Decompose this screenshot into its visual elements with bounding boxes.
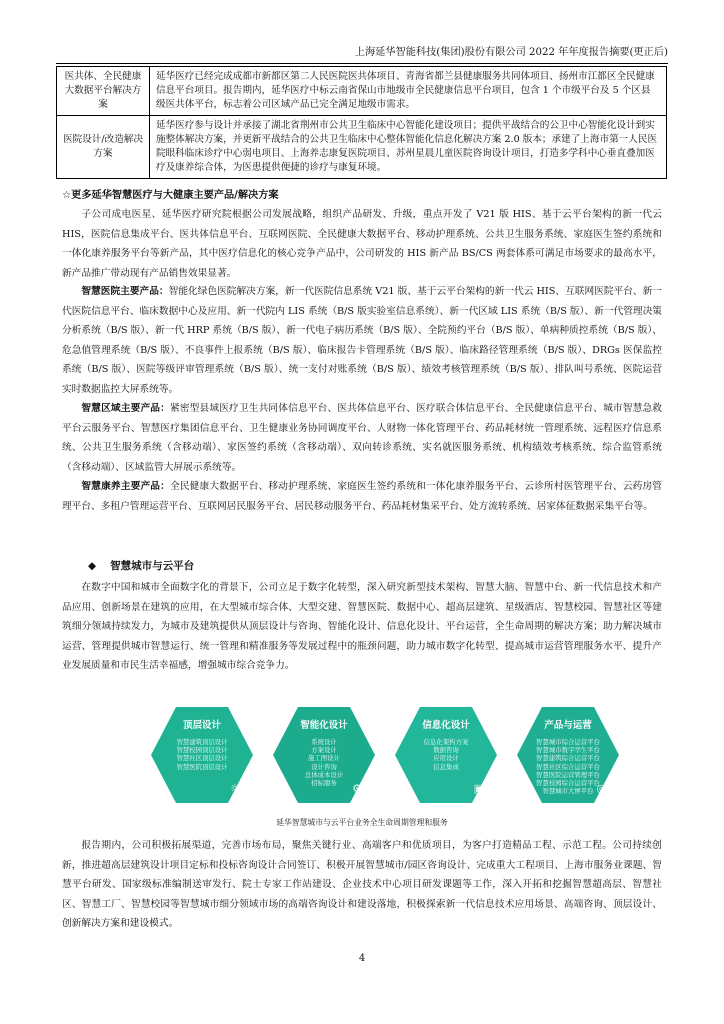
figure-hexagon-item: 设计咨询 [311,762,337,771]
figure-hexagon-items [156,738,248,771]
table-row-text: 延华医疗已经完成成都市新都区第二人民医院医共体项目、青海省都兰县健康服务共同体项目、扬州市江都区全民健康信息平台项目。报告期内，延华医疗中标云南省保山市地级市全民健康信息平台项目，包含 1 个市级平台及 5 个区县级医共体平台，标志着公司区域产品已完全满足地级市需求。 [150,67,667,116]
figure-hexagon-item: 智慧社区综合运营平台 [536,762,600,771]
paragraph-smart-hospital [62,282,662,399]
table-row [57,67,667,116]
paragraph-smart-region [62,399,662,477]
paragraph-text: 全民健康大数据平台、移动护理系统、家庭医生签约系统和一体化康养服务平台、云诊所村医管理平台、云药房管理平台、多租户管理运营平台、互联网居民服务平台、居民移动服务平台、药品耗材集采平台、处方流转系统、居家体征数据采集平台等。 [62,481,662,512]
figure-hexagon-item: 智慧城市数字孪生平台 [536,746,600,755]
figure-hexagon-title: 智能化设计 [300,720,348,731]
figure-caption: 延华智慧城市与云平台业务全生命周期管理和服务 [276,818,448,827]
figure-hexagon-item: 方案设计 [311,746,337,755]
section-heading-smart-city [88,558,194,573]
figure-hexagon-item: 智慧城市综合运营平台 [536,738,600,746]
figure-hexagon-item: 智慧社区顶层设计 [176,754,228,763]
figure-hexagon-items [278,738,370,787]
figure-hexagon-item: 信息集成 [433,762,459,771]
figure-hexagon-item: 智慧建筑综合运营平台 [536,754,600,763]
lifecycle-figure [150,705,620,805]
report-header-title: 上海延华智能科技(集团)股份有限公司 2022 年年度报告摘要(更正后) [354,47,668,58]
paragraph-text: 子公司成电医星、延华医疗研究院根据公司发展战略，组织产品研发、升级，重点开发了 V21 版 HIS、基于云平台架构的新一代云 HIS，医院信息集成平台、医共体信息平台、互联网医院、全民健康大数据平台、移动护理系统、公共卫生服务系统、家庭医生签约系统和一体化康养服务平台等新产品，其中医疗信息化的核心竞争产品中，公司研发的 HIS 新产品 BS/CS 两套体系可满足市场要求的最高水平，新产品推广带动现有产品销售效果显著。 [62,209,662,279]
figure-hexagon-item: 信息化架构方案 [423,738,469,746]
paragraph-text: 智能化绿色医院解决方案，新一代医院信息系统 V21 版、基于云平台架构的新一代云 HIS、互联网医院平台、新一代医院信息平台、临床数据中心及应用、新一代院内 LIS 系统（B/S 版实验室信息系统）、新一代区域 LIS 系统（B/S 版）、新一代管理决策分析系统（B/S 版）、新一代 HRP 系统（B/S 版）、新一代电子病历系统（B/S 版）、全院预约平台（B/S 版）、单病种质控系统（B/S 版）、危急值管理系统（B/S 版）、不良事件上报系统（B/S 版）、临床报告卡管理系统（B/S 版）、临床路径管理系统（B/S 版）、DRGs 医保监控系统（B/S 版）、医院等级评审管理系统（B/S 版）、统一支付对账系统（B/S 版）、绩效考核管理系统（B/S 版）、排队叫号系统、医院运营实时数据监控大屏系统等。 [62,286,662,395]
paragraph-lead: 智慧区域主要产品： [81,403,170,414]
figure-hexagon-items [400,738,492,771]
diamond-bullet-icon: ◆ [88,560,97,572]
decorative-corner-icon: ☼ [230,782,240,795]
decorative-corner-icon: ▣ [473,782,484,795]
figure-hexagon-item: 智慧校园综合运营平台 [536,779,600,788]
decorative-corner-icon: ⚙ [352,782,362,795]
paragraph-smart-care [62,477,662,516]
paragraph-report-period [62,836,662,934]
section-title: ☆更多延华智慧医疗与大健康主要产品/解决方案 [62,190,279,201]
solutions-table [56,66,667,179]
figure-hexagon-item: 智慧医院顶层设计 [176,762,228,771]
page-number: 4 [358,953,366,964]
figure-hexagon [272,705,376,805]
figure-hexagon-item: 施工图设计 [308,754,340,763]
decorative-corner-icon: ◎ [596,782,606,795]
figure-hexagon-item: 智慧城市大屏平台 [542,787,594,796]
paragraph-intro [62,205,662,283]
figure-hexagon-item: 系统设计 [311,738,337,746]
figure-hexagon [516,705,620,805]
paragraph-smart-city [62,578,662,676]
figure-hexagon-title: 顶层设计 [182,720,221,731]
figure-hexagon-title: 信息化设计 [422,720,470,731]
figure-hexagon-item: 智慧医院运营管理平台 [536,770,600,779]
figure-hexagon-item: 数据咨询 [433,746,459,755]
section-heading-text: 智慧城市与云平台 [110,560,195,572]
paragraph-text: 在数字中国和城市全面数字化的背景下，公司立足于数字化转型，深入研究新型技术架构、智慧大脑、智慧中台、新一代信息技术和产品应用、创新场景在建筑的应用，在大型城市综合体、大型交建、智慧医院、数据中心、超高层建筑、星级酒店、智慧校园、智慧社区等建筑细分领域持续发力，为城市及建筑提供从顶层设计与咨询、智能化设计、信息化设计、平台运营，全生命周期的解决方案；助力解决城市运营、管理提供城市智慧运行、统一管理和精准服务等发展过程中的瓶颈问题，助力城市数字化转型、提高城市运营管理服务水平、提升产业发展质量和市民生活幸福感，增强城市综合竞争力。 [62,582,662,671]
paragraph-lead: 智慧医院主要产品： [81,286,169,297]
figure-hexagon-item: 智慧校园顶层设计 [176,746,228,755]
figure-hexagon-item: 总体成本设计 [304,770,344,779]
figure-hexagon-item: 应用设计 [433,754,459,763]
table-row-text: 延华医疗参与设计并承接了湖北省荆州市公共卫生临床中心智能化建设项目；提供平战结合的公卫中心智能化设计到实施整体解决方案，并更新平战结合的公共卫生临床中心整体智能化信息化解决方案 2.0 版本；承建了上海市第一人民医院眼科临床诊疗中心弱电项目、上海养志康复医院项目、苏州星晨儿童医院咨询设计项目，打造多学科中心垂直叠加医疗及康养综合体，为医患提供便捷的诊疗与康复环境。 [150,116,667,179]
figure-hexagon [150,705,254,805]
paragraph-text: 报告期内，公司积极拓展渠道，完善市场布局，聚焦关键行业、高端客户和优质项目，为客户打造精品工程、示范工程。公司持续创新，推进超高层建筑设计项目定标和投标咨询设计合同签订、积极开展智慧城市/园区咨询设计、完成重大工程项目、上海市服务业课题、智慧平台研发、国家级标准编制送审发行、院士专家工作站建设、企业技术中心项目研发课题等工作，深入开拓和挖掘智慧超高层、智慧社区、智慧工厂、智慧校园等智慧城市细分领域市场的高端咨询设计和建设落地，积极探索新一代信息技术应用场景、高端咨询、顶层设计、创新解决方案和建设模式。 [62,840,662,929]
paragraph-text: 紧密型县域医疗卫生共同体信息平台、医共体信息平台、医疗联合体信息平台、全民健康信息平台、城市智慧急救平台云服务平台、智慧医疗集团信息平台、卫生健康业务协同调度平台、人财物一体化管理平台、药品耗材统一管理系统、远程医疗信息系统、公共卫生服务系统（含移动端）、家医签约系统（含移动端）、双向转诊系统、实名就医服务系统、机构绩效考核系统、综合监管系统（含移动端）、区域监管大屏展示系统等。 [62,403,662,473]
figure-hexagon [394,705,498,805]
table-row-label: 医院设计/改造解决方案 [57,116,150,179]
figure-hexagon-title: 产品与运营 [544,720,592,731]
report-header [56,46,668,64]
paragraph-lead: 智慧康养主要产品： [81,481,170,492]
table-row [57,116,667,179]
figure-hexagon-item: 智慧建筑顶层设计 [176,738,228,746]
table-row-label: 医共体、全民健康大数据平台解决方案 [57,67,150,116]
figure-hexagon-item: 招标服务 [311,779,337,788]
